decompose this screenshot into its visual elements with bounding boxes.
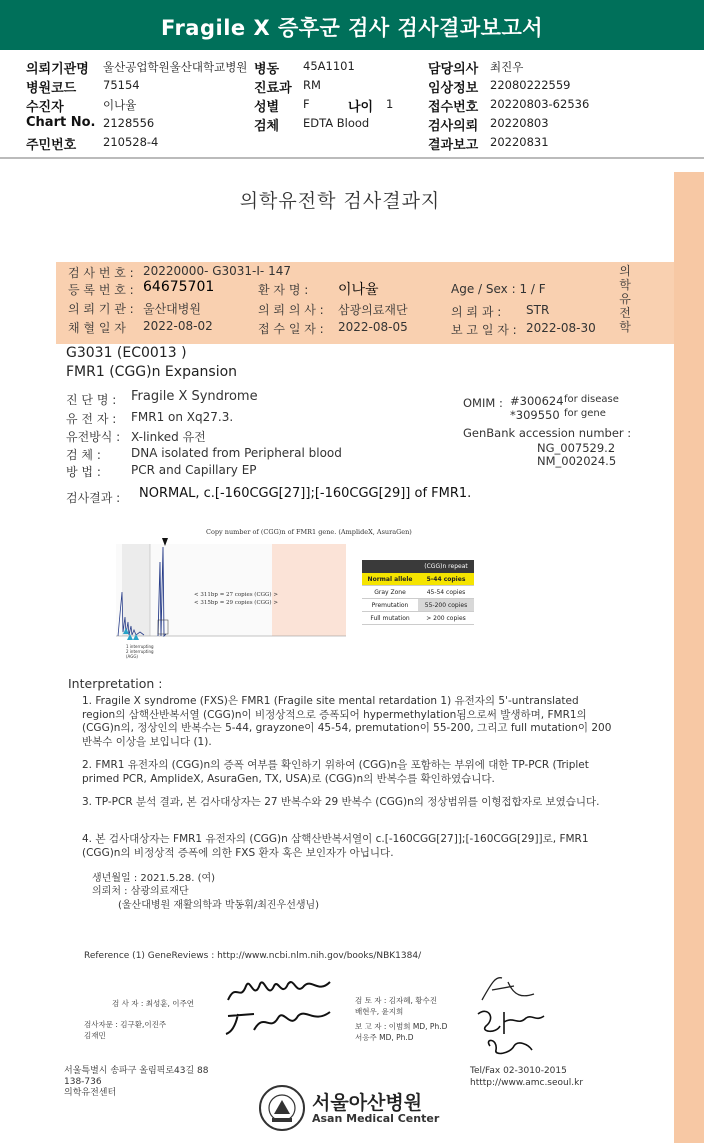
exam-no: 20220000- G3031-I- 147 <box>143 264 291 278</box>
advisor: 검사자문 : 김구환,이진주 김재민 <box>84 1020 167 1040</box>
hospital-name-kr: 서울아산병원 <box>312 1092 423 1114</box>
interp-1: 1. Fragile X syndrome (FXS)은 FMR1 (Fragile site mental retardation 1) 유전자의 5'-untranslated region의 삼핵산반복서열 (CGG)n이 비정상적으로 증폭되어 hypermethylation됨으로써 발생하며, FMR1의 (CGG)n의, 정상인의 반복수는 5-44, grayzone이 45-54, premutation이 55-200, 그리고 full mutation이 200 반복수 이상을 보입니다 (1). <box>82 695 612 748</box>
req-dept: STR <box>526 303 550 317</box>
website: htttp://www.amc.seoul.kr <box>470 1078 584 1088</box>
genbank-1: NG_007529.2 <box>537 441 616 455</box>
hdr-label-3-3: 검사의뢰 <box>428 119 479 134</box>
gene-label: 유 전 자 : <box>66 412 117 426</box>
hdr-label-2-2b: 나이 <box>348 100 374 115</box>
legend-name: Gray Zone <box>374 589 406 596</box>
reviewer: 검 토 자 : 김자혜, 황수진 배현우, 윤지희 <box>355 996 438 1016</box>
hdr-value-0-1: 울산공업학원울산대학교병원 <box>103 60 248 74</box>
hdr-value-3-2: EDTA Blood <box>303 116 370 130</box>
hdr-label-4-3: 결과보고 <box>428 138 479 153</box>
plot-gray-region <box>122 544 150 636</box>
method: PCR and Capillary EP <box>131 463 257 477</box>
draw-date: 2022-08-02 <box>143 319 213 333</box>
inherit-label: 유전방식 : <box>66 430 121 444</box>
hdr-label-2-1: 수진자 <box>26 100 64 115</box>
genbank-2: NM_002024.5 <box>537 454 617 468</box>
hdr-value-2-3: 20220803-62536 <box>490 97 590 111</box>
hdr-label-3-1: Chart No. <box>26 115 96 130</box>
legend-row <box>362 573 474 586</box>
diag-label: 진 단 명 : <box>66 393 117 407</box>
draw-date-label: 채 혈 일 자 <box>68 321 126 335</box>
cgg-legend-table <box>362 560 474 625</box>
chart-annot-2: < 315bp = 29 copies (CGG) > <box>194 600 278 606</box>
legend-range: 45-54 copies <box>418 586 474 598</box>
req-org-detail: (울산대병원 재활의학과 박동휘/최진우선생님) <box>118 900 320 911</box>
genbank-label: GenBank accession number : <box>463 426 632 440</box>
recv-date: 2022-08-05 <box>338 320 408 334</box>
chart-footnote-2: 2 interrupting <box>126 649 154 654</box>
result-value: NORMAL, c.[-160CGG[27]];[-160CGG[29]] of FMR1. <box>139 486 472 501</box>
recv-date-label: 접 수 일 자 : <box>258 322 324 336</box>
hdr-label-0-3: 담당의사 <box>428 62 479 77</box>
omim-disease: #300624 <box>510 394 564 408</box>
age-sex: Age / Sex : 1 / F <box>451 282 546 296</box>
interp-title: Interpretation : <box>68 676 163 691</box>
reporter: 보 고 자 : 이범희 MD, Ph.D 서응주 MD, Ph.D <box>355 1022 448 1042</box>
advisor-signature <box>224 1004 334 1038</box>
req-dept-label: 의 뢰 과 : <box>451 305 502 319</box>
result-label: 검사결과 : <box>66 491 121 505</box>
specimen-label: 검 체 : <box>66 448 101 462</box>
test-name: FMR1 (CGG)n Expansion <box>66 364 238 380</box>
omim-label: OMIM : <box>463 396 503 410</box>
chart-caption: Copy number of (CGG)n of FMR1 gene. (AmplideX, AsuraGen) <box>206 528 412 536</box>
reg-no: 64675701 <box>143 279 215 295</box>
asan-foundation-logo-icon <box>258 1084 306 1132</box>
hdr-value-3-3: 20220803 <box>490 116 549 130</box>
hdr-value-2-2: F <box>303 97 310 111</box>
req-org: 의뢰처 : 삼광의료재단 <box>92 886 189 897</box>
hdr-label-1-1: 병원코드 <box>26 81 77 96</box>
exam-no-label: 검 사 번 호 : <box>68 266 134 280</box>
right-margin-band <box>674 172 704 1143</box>
legend-range: 5-44 copies <box>418 573 474 585</box>
interp-2: 2. FMR1 유전자의 (CGG)n의 증폭 여부를 확인하기 위하여 (CGG)n을 포함하는 부위에 대한 TP-PCR (Triplet primed PCR, AmplideX, AsuraGen, TX, USA)로 (CGG)n의 반복수를 확인하였습니다. <box>82 759 589 785</box>
legend-header: (CGG)n repeat <box>424 563 468 570</box>
chart-footnote-1: 1 interrupting <box>126 644 154 649</box>
hdr-label-1-2: 진료과 <box>254 81 292 96</box>
interp-3: 3. TP-PCR 분석 결과, 본 검사대상자는 27 반복수와 29 반복수 (CGG)n의 정상범위를 이형접합자로 보였습니다. <box>82 796 600 808</box>
report-date: 2022-08-30 <box>526 321 596 335</box>
legend-row <box>362 612 474 625</box>
birth-date: 생년월일 : 2021.5.28. (여) <box>92 873 216 884</box>
report-date-label: 보 고 일 자 : <box>451 323 517 337</box>
interp-4: 4. 본 검사대상자는 FMR1 유전자의 (CGG)n 삼핵산반복서열이 c.[-160CGG[27]];[-160CGG[29]]로, FMR1 (CGG)n의 비정상적 증폭에 의한 FXS 환자 혹은 보인자가 아닙니다. <box>82 833 589 859</box>
chart-annot-1: < 311bp = 27 copies (CGG) > <box>194 592 278 598</box>
hdr-value-3-1: 2128556 <box>103 116 155 130</box>
patient-label: 환 자 명 : <box>258 283 309 297</box>
hdr-label-1-3: 임상정보 <box>428 81 479 96</box>
req-inst: 울산대병원 <box>143 302 201 316</box>
legend-name: Premutation <box>371 602 409 609</box>
hdr-label-0-2: 병동 <box>254 62 280 77</box>
hdr-value-1-1: 75154 <box>103 78 140 92</box>
legend-name: Full mutation <box>370 615 410 622</box>
req-doc: 삼광의료재단 <box>338 303 408 317</box>
gene: FMR1 on Xq27.3. <box>131 410 234 424</box>
legend-name: Normal allele <box>362 573 418 585</box>
inheritance: X-linked 유전 <box>131 430 206 444</box>
patient-name: 이나율 <box>338 282 379 298</box>
legend-header-row <box>362 560 474 573</box>
hdr-value-1-3: 22080222559 <box>490 78 571 92</box>
reviewer-signature <box>478 972 538 1006</box>
hdr-label-2-2: 성별 <box>254 100 280 115</box>
legend-range: 55-200 copies <box>418 599 474 611</box>
document-title: 의학유전학 검사결과지 <box>239 190 441 212</box>
hdr-value-0-2: 45A1101 <box>303 59 355 73</box>
plot-peach-region <box>272 544 346 636</box>
examiner: 검 사 자 : 최성훈, 이주연 <box>112 999 195 1008</box>
report-title: Fragile X 증후군 검사 검사결과보고서 <box>160 16 544 40</box>
omim-disease-note: for disease <box>564 394 619 405</box>
specimen: DNA isolated from Peripheral blood <box>131 446 342 460</box>
header-info-grid <box>0 50 704 158</box>
address: 서울특별시 송파구 올림픽로43길 88 138-736 의학유전센터 <box>64 1066 209 1098</box>
legend-range: > 200 copies <box>418 612 474 624</box>
hdr-label-3-2: 검체 <box>254 119 280 134</box>
hospital-name-en: Asan Medical Center <box>312 1112 440 1125</box>
tel-fax: Tel/Fax 02-3010-2015 <box>470 1066 567 1076</box>
method-label: 방 법 : <box>66 465 101 479</box>
req-inst-label: 의 뢰 기 관 : <box>68 302 134 316</box>
hdr-label-4-1: 주민번호 <box>26 138 77 153</box>
hdr-label-2-3: 접수번호 <box>428 100 479 115</box>
header-divider <box>0 157 704 159</box>
reference: Reference (1) GeneReviews : http://www.ncbi.nlm.nih.gov/books/NBK1384/ <box>84 951 422 961</box>
reporter-signature <box>470 1004 550 1058</box>
hdr-value-0-3: 최진우 <box>490 60 524 74</box>
legend-row <box>362 599 474 612</box>
hdr-value-4-3: 20220831 <box>490 135 549 149</box>
diagnosis: Fragile X Syndrome <box>131 389 258 404</box>
test-code: G3031 (EC0013 ) <box>66 345 187 361</box>
omim-gene-note: for gene <box>564 408 606 419</box>
reg-no-label: 등 록 번 호 : <box>68 283 134 297</box>
hdr-value-2-2b: 1 <box>386 97 394 111</box>
band-side-label: 의 학 유 전 학 <box>619 264 631 334</box>
hdr-label-0-1: 의뢰기관명 <box>26 62 89 77</box>
req-doc-label: 의 뢰 의 사 : <box>258 303 324 317</box>
omim-gene: *309550 <box>510 408 560 422</box>
hdr-value-2-1: 이나율 <box>103 98 137 112</box>
hdr-value-4-1: 210528-4 <box>103 135 159 149</box>
legend-row <box>362 586 474 599</box>
chart-footnote-3: (AGG) <box>126 654 138 659</box>
hdr-value-1-2: RM <box>303 78 321 92</box>
